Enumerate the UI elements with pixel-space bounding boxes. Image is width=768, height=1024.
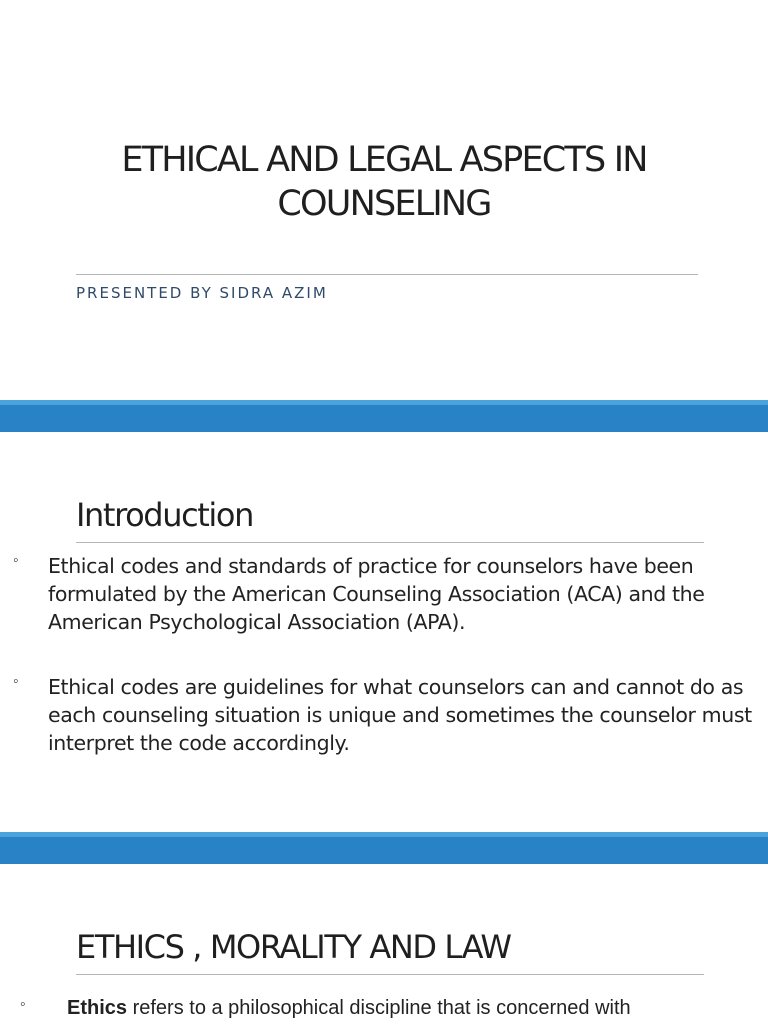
bullet-text: Ethical codes and standards of practice for counselors have been formulated by the American Counseling Association (ACA) and the American Psychological Association (APA). [48, 554, 705, 634]
separator-fill [0, 837, 768, 864]
bullet-marker-icon: ◦ [20, 996, 26, 1013]
bullet-text [67, 994, 768, 1022]
slide-separator-band [0, 832, 768, 864]
bullet-text: Ethical codes are guidelines for what counselors can and cannot do as each counseling situation is unique and sometimes the counselor must interpret the code accordingly. [48, 675, 752, 755]
title-line-2: COUNSELING [277, 184, 491, 224]
title-divider [76, 274, 698, 275]
slide-heading: ETHICS , MORALITY AND LAW [76, 928, 511, 966]
bullet-marker-icon: ◦ [13, 552, 19, 569]
list-item [0, 673, 768, 757]
list-item [0, 994, 768, 1022]
separator-fill [0, 405, 768, 432]
list-item [0, 552, 768, 636]
presenter-subtitle: PRESENTED BY SIDRA AZIM [76, 284, 328, 302]
heading-divider [76, 542, 704, 543]
heading-divider [76, 974, 704, 975]
title-slide [0, 0, 768, 400]
ethics-slide [0, 864, 768, 1024]
bullet-list [0, 994, 768, 1024]
slide-heading: Introduction [76, 496, 253, 534]
presentation-title [0, 138, 768, 226]
defined-term: Ethics [67, 997, 128, 1019]
definition-text: refers to a philosophical discipline that is concerned with [127, 997, 631, 1019]
slide-separator-band [0, 400, 768, 432]
title-line-1: ETHICAL AND LEGAL ASPECTS IN [121, 140, 647, 180]
bullet-marker-icon: ◦ [13, 673, 19, 690]
introduction-slide [0, 432, 768, 832]
bullet-list [0, 552, 768, 794]
